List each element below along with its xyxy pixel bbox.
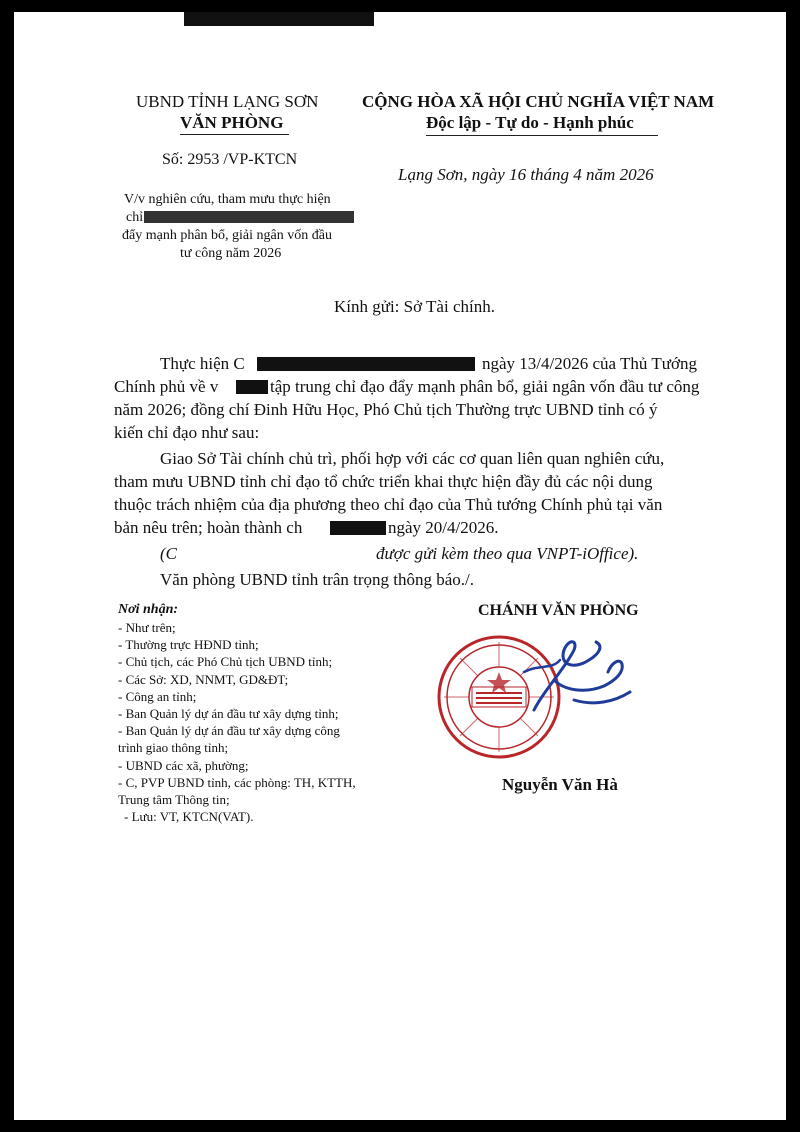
place-date: Lạng Sơn, ngày 16 tháng 4 năm 2026 [398, 165, 654, 184]
body-p1-line2-b: tập trung chỉ đạo đẩy mạnh phân bổ, giải ngân vốn đầu tư công [270, 377, 700, 396]
body-p1-start: Thực hiện C [160, 354, 245, 373]
body-p2-line4-a: bản nêu trên; hoàn thành ch [114, 518, 303, 537]
document-number: Số: 2953 /VP-KTCN [162, 151, 298, 168]
subject-line-1: V/v nghiên cứu, tham mưu thực hiện [124, 192, 331, 207]
body-p1-line3: năm 2026; đồng chí Đinh Hữu Học, Phó Chủ tịch Thường trực UBND tỉnh có ý [114, 400, 658, 419]
document-page [14, 12, 786, 1120]
body-p1-line4: kiến chỉ đạo như sau: [114, 423, 260, 442]
recipient-line: Kính gửi: Sở Tài chính. [334, 297, 495, 316]
body-p3-b: được gửi kèm theo qua VNPT-iOffice). [376, 544, 639, 563]
recipients-list [118, 619, 356, 825]
redaction [144, 211, 354, 223]
signature-icon [504, 620, 644, 730]
subject-line-4: tư công năm 2026 [180, 246, 282, 261]
body-p1-line2-a: Chính phủ về v [114, 377, 219, 396]
subject-line-3: đẩy mạnh phân bổ, giải ngân vốn đầu [122, 228, 332, 243]
recipient-item: - Như trên; [118, 620, 176, 635]
recipient-item: - Công an tỉnh; [118, 688, 197, 704]
redaction [330, 521, 386, 535]
body-p2-line1: Giao Sở Tài chính chủ trì, phối hợp với các cơ quan liên quan nghiên cứu, [160, 449, 665, 468]
recipient-item: Trung tâm Thông tin; [118, 792, 230, 808]
body-p4: Văn phòng UBND tỉnh trân trọng thông báo./. [160, 570, 474, 589]
body-p2-line2: tham mưu UBND tỉnh chỉ đạo tổ chức triển khai thực hiện đầy đủ các nội dung [114, 472, 653, 491]
body-p1-rest: ngày 13/4/2026 của Thủ Tướng [482, 354, 697, 373]
body-p2-line3: thuộc trách nhiệm của địa phương theo chỉ đạo của Thủ tướng Chính phủ tại văn [114, 495, 663, 514]
national-motto: Độc lập - Tự do - Hạnh phúc [426, 113, 634, 132]
office-name: VĂN PHÒNG [180, 113, 284, 132]
redaction [236, 380, 268, 394]
signature-title: CHÁNH VĂN PHÒNG [478, 602, 639, 619]
office-underline [180, 134, 289, 135]
recipient-item: - Ban Quản lý dự án đầu tư xây dựng tỉnh; [118, 706, 339, 722]
recipient-item: - UBND các xã, phường; [118, 757, 249, 773]
signer-name: Nguyễn Văn Hà [502, 775, 618, 794]
redaction [184, 12, 374, 26]
body-p2-line4-b: ngày 20/4/2026. [388, 518, 499, 537]
recipient-item: - Chủ tịch, các Phó Chủ tịch UBND tỉnh; [118, 654, 333, 670]
recipient-item: - C, PVP UBND tỉnh, các phòng: TH, KTTH, [118, 774, 356, 790]
redaction [257, 357, 475, 371]
body-p3-a: (C [160, 544, 177, 563]
recipients-title: Nơi nhận: [118, 602, 179, 617]
recipient-item: - Ban Quản lý dự án đầu tư xây dựng công [118, 723, 340, 739]
subject-line-2: chỉ [126, 210, 144, 225]
agency-name: UBND TỈNH LẠNG SƠN [136, 92, 319, 111]
motto-underline [426, 135, 658, 136]
recipient-item: - Các Sở: XD, NNMT, GD&ĐT; [118, 671, 289, 687]
recipient-item: - Lưu: VT, KTCN(VAT). [124, 809, 254, 825]
recipient-item: trình giao thông tỉnh; [118, 740, 229, 756]
country-name: CỘNG HÒA XÃ HỘI CHỦ NGHĨA VIỆT NAM [362, 92, 715, 111]
recipient-item: - Thường trực HĐND tỉnh; [118, 637, 259, 653]
